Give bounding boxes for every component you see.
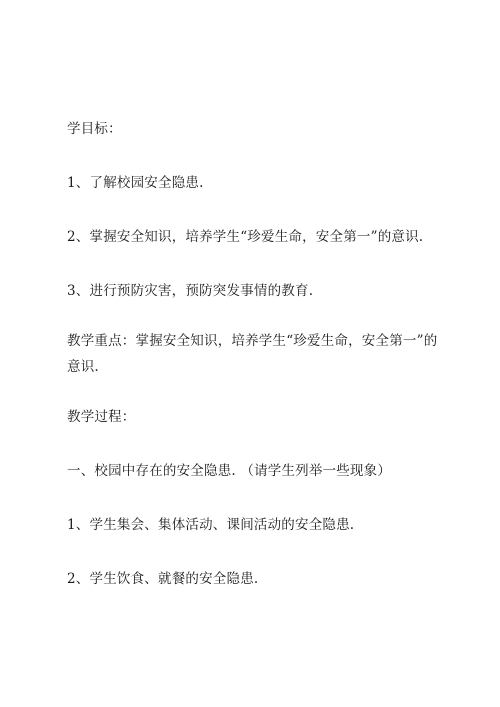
section-heading-objectives: 学目标： [67, 121, 122, 137]
objective-item-1: 1、了解校园安全隐患. [67, 175, 204, 191]
process-subheading-1: 一、校园中存在的安全隐患. （请学生列举一些现象） [67, 463, 392, 479]
objective-item-2: 2、掌握安全知识，培养学生“珍爱生命，安全第一”的意识. [67, 229, 424, 245]
section-heading-process: 教学过程： [67, 409, 136, 425]
key-points-line-2: 意识. [67, 359, 99, 375]
objective-item-3: 3、进行预防灾害，预防突发事情的教育. [67, 283, 314, 299]
key-points-line-1: 教学重点：掌握安全知识，培养学生“珍爱生命，安全第一”的 [67, 333, 438, 349]
process-item-1: 1、学生集会、集体活动、课间活动的安全隐患. [67, 517, 355, 533]
process-item-2: 2、学生饮食、就餐的安全隐患. [67, 571, 259, 587]
